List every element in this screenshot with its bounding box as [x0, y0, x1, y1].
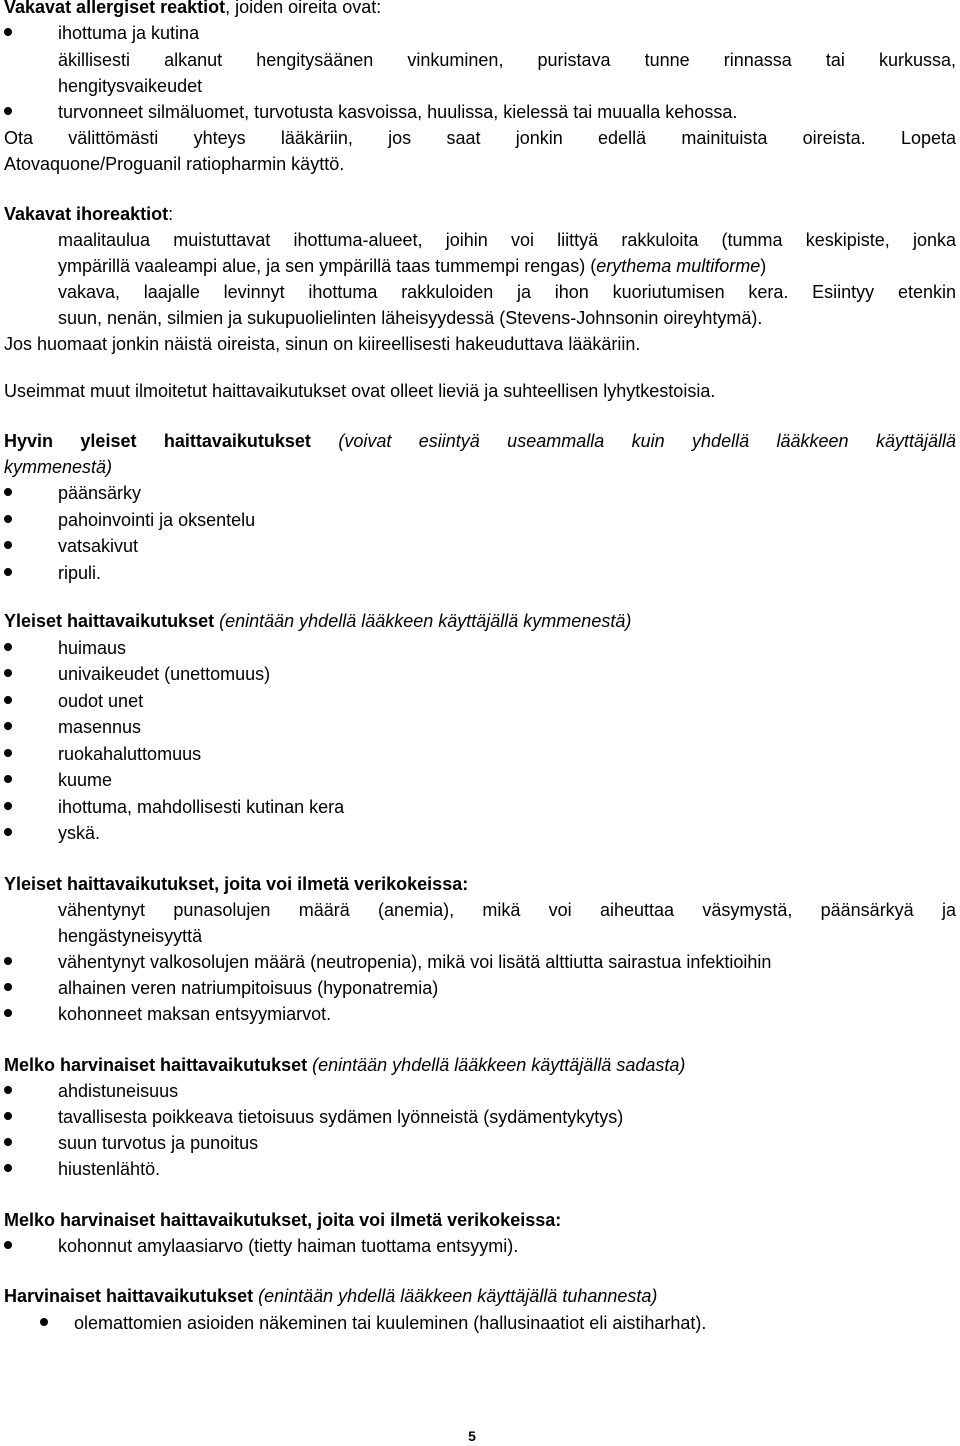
list-item: ripuli. [58, 560, 956, 586]
bullet-icon [4, 488, 12, 496]
list-item: kuume [58, 767, 956, 793]
list-item: tavallisesta poikkeava tietoisuus sydämen lyönneistä (sydämentykytys) [58, 1104, 956, 1130]
bullet-icon [4, 1086, 12, 1094]
list-item: hiustenlähtö. [58, 1156, 956, 1182]
section-heading-common-blood: Yleiset haittavaikutukset, joita voi ilmetä verikokeissa: [4, 874, 469, 894]
bullet-icon [4, 828, 12, 836]
list-item-continuation: ympärillä vaaleampi alue, ja sen ympärillä taas tummempi rengas) (erythema multiforme) [58, 256, 767, 276]
bullet-icon [4, 1112, 12, 1120]
paragraph: Atovaquone/Proguanil ratiopharmin käyttö. [4, 154, 345, 174]
list-item: alhainen veren natriumpitoisuus (hyponatremia) [58, 975, 956, 1001]
list-item: ihottuma, mahdollisesti kutinan kera [58, 794, 956, 820]
bullet-icon [4, 643, 12, 651]
list-item: yskä. [58, 820, 956, 846]
bullet-icon [4, 568, 12, 576]
list-item: turvonneet silmäluomet, turvotusta kasvoissa, huulissa, kielessä tai muualla kehossa. [58, 99, 956, 125]
list-item-continuation: suun, nenän, silmien ja sukupuolielinten läheisyydessä (Stevens-Johnsonin oireyhtymä). [58, 308, 763, 328]
list-item: vähentynyt valkosolujen määrä (neutropenia), mikä voi lisätä alttiutta sairastua infektioihin [58, 949, 956, 975]
bullet-icon [4, 775, 12, 783]
list-item: päänsärky [58, 480, 956, 506]
list-item-continuation: hengitysvaikeudet [58, 76, 203, 96]
list-item: vakava, laajalle levinnyt ihottuma rakkuloiden ja ihon kuoriutumisen kera. Esiintyy etenkin [58, 279, 956, 305]
list-item: oudot unet [58, 688, 956, 714]
bullet-icon [4, 1164, 12, 1172]
list-item: kohonneet maksan entsyymiarvot. [58, 1001, 956, 1027]
bullet-icon [4, 1009, 12, 1017]
section-heading-continuation: kymmenestä) [4, 457, 113, 477]
list-item: ihottuma ja kutina [58, 20, 956, 46]
bullet-icon [4, 749, 12, 757]
list-item: masennus [58, 714, 956, 740]
section-heading-allergic: Vakavat allergiset reaktiot, joiden oireita ovat: [4, 0, 382, 17]
section-heading-uncommon-blood: Melko harvinaiset haittavaikutukset, joita voi ilmetä verikokeissa: [4, 1210, 562, 1230]
list-item: huimaus [58, 635, 956, 661]
bullet-icon [4, 107, 12, 115]
bullet-icon [4, 983, 12, 991]
list-item: olemattomien asioiden näkeminen tai kuuleminen (hallusinaatiot eli aistiharhat). [74, 1310, 956, 1336]
list-item: univaikeudet (unettomuus) [58, 661, 956, 687]
bullet-icon [4, 1241, 12, 1249]
paragraph: Ota välittömästi yhteys lääkäriin, jos saat jonkin edellä mainituista oireista. Lopeta [4, 128, 956, 148]
section-heading-common: Yleiset haittavaikutukset (enintään yhdellä lääkkeen käyttäjällä kymmenestä) [4, 611, 632, 631]
list-item: pahoinvointi ja oksentelu [58, 507, 956, 533]
bullet-icon [4, 541, 12, 549]
section-heading-rare: Harvinaiset haittavaikutukset (enintään yhdellä lääkkeen käyttäjällä tuhannesta) [4, 1286, 658, 1306]
section-heading-very-common: Hyvin yleiset haittavaikutukset (voivat esiintyä useammalla kuin yhdellä lääkkeen käyttäjällä [4, 431, 956, 451]
paragraph: Useimmat muut ilmoitetut haittavaikutukset ovat olleet lieviä ja suhteellisen lyhytkestoisia. [4, 381, 716, 401]
list-item: äkillisesti alkanut hengitysäänen vinkuminen, puristava tunne rinnassa tai kurkussa, [58, 47, 956, 73]
list-item: kohonnut amylaasiarvo (tietty haiman tuottama entsyymi). [58, 1233, 956, 1259]
list-item: ahdistuneisuus [58, 1078, 956, 1104]
bullet-icon [40, 1318, 48, 1326]
list-item-continuation: hengästyneisyyttä [58, 926, 203, 946]
section-heading-uncommon: Melko harvinaiset haittavaikutukset (enintään yhdellä lääkkeen käyttäjällä sadasta) [4, 1055, 686, 1075]
list-item: vatsakivut [58, 533, 956, 559]
bullet-icon [4, 722, 12, 730]
bullet-icon [4, 28, 12, 36]
list-item: vähentynyt punasolujen määrä (anemia), mikä voi aiheuttaa väsymystä, päänsärkyä ja [58, 897, 956, 923]
bullet-icon [4, 696, 12, 704]
list-item: ruokahaluttomuus [58, 741, 956, 767]
bullet-icon [4, 1138, 12, 1146]
section-heading-skin: Vakavat ihoreaktiot: [4, 204, 174, 224]
list-item: suun turvotus ja punoitus [58, 1130, 956, 1156]
bullet-icon [4, 957, 12, 965]
bullet-icon [4, 515, 12, 523]
bullet-icon [4, 802, 12, 810]
list-item: maalitaulua muistuttavat ihottuma-alueet, joihin voi liittyä rakkuloita (tumma keskipiste, jonka [58, 227, 956, 253]
page-number: 5 [468, 1428, 476, 1444]
bullet-icon [4, 669, 12, 677]
paragraph: Jos huomaat jonkin näistä oireista, sinun on kiireellisesti hakeuduttava lääkäriin. [4, 334, 641, 354]
